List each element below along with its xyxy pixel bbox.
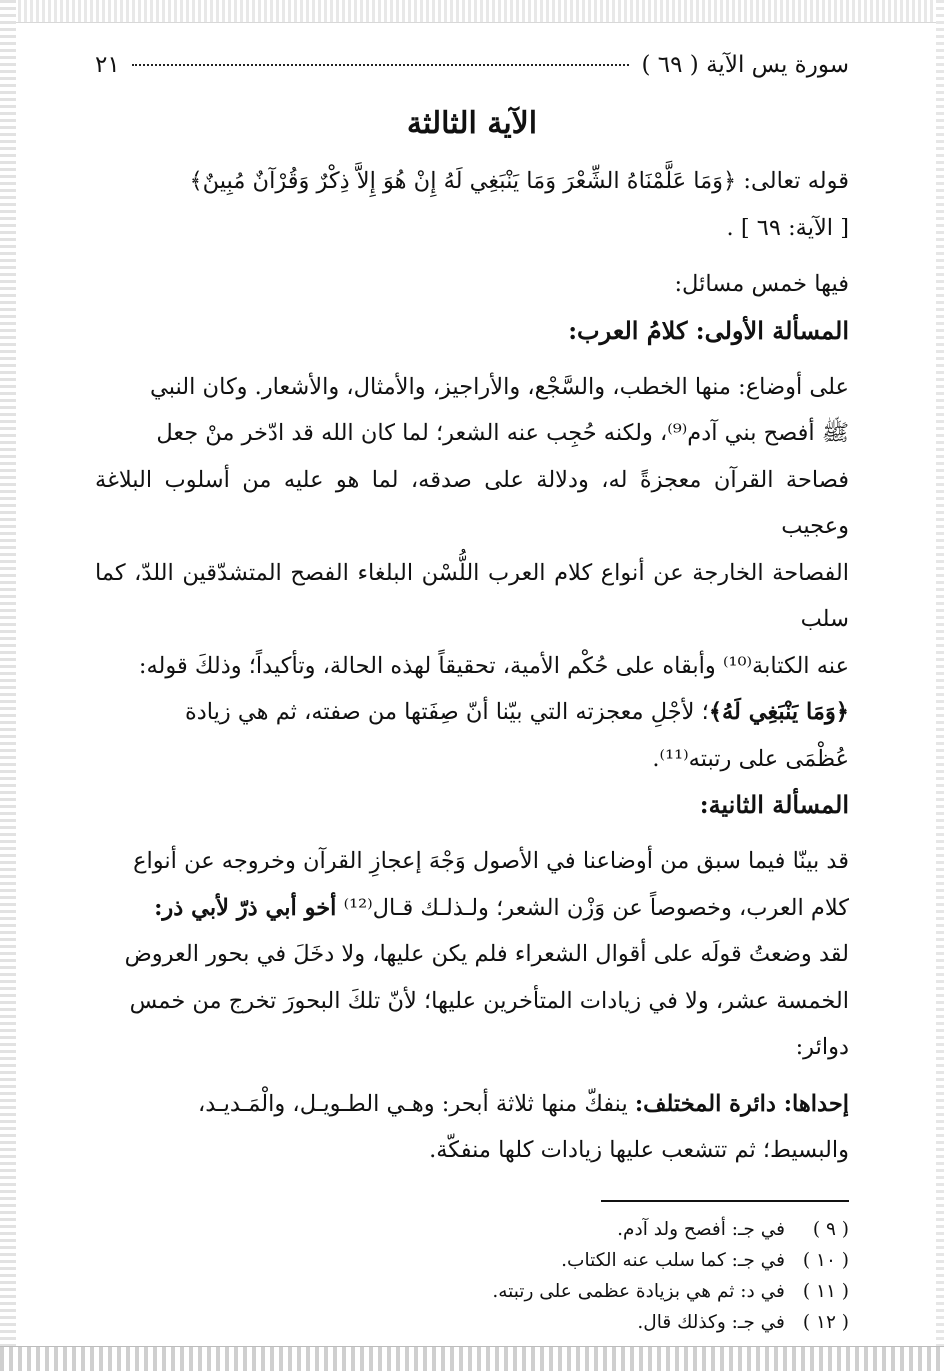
issue-count-line: فيها خمس مسائل:: [674, 271, 849, 297]
intro-block: [95, 158, 849, 308]
footnote-number: ( ١٠ ): [802, 1249, 849, 1271]
page-border-bottom: [0, 1346, 944, 1371]
text-line: قد بينّا فيما سبق من أوضاعنا في الأصول وَجْهَ إعجازِ القرآن وخروجه عن أنواع: [133, 848, 849, 874]
footnote-number: ( ١١ ): [802, 1280, 849, 1302]
footnote-text: في د: ثم هي بزيادة عظمى على رتبته.: [492, 1280, 785, 1302]
issue-1: [95, 308, 849, 783]
page-border-top: [0, 0, 944, 23]
footnote-text: في جـ: كما سلب عنه الكتاب.: [561, 1249, 785, 1271]
footnotes: [95, 1214, 849, 1338]
footnote-text: في جـ: وكذلك قال.: [637, 1311, 785, 1333]
page-border-right: [936, 0, 944, 1370]
text-line: عنه الكتابة⁽¹⁰⁾ وأبقاه على حُكْم الأمية، تحقيقاً لهذه الحالة، وتأكيداً؛ وذلكَ قوله:: [138, 652, 849, 679]
verse-line: قوله تعالى: ﴿وَمَا عَلَّمْنَاهُ الشِّعْرَ وَمَا يَنْبَغِي لَهُ إِنْ هُوَ إِلاَّ ذِكْرٌ وَقُرْآنٌ مُبِينٌ﴾: [189, 168, 849, 194]
text-run: ؛ لأجْلِ معجزته التي بيّنا أنّ صِفَتها من صفته، ثم هي زيادة: [184, 699, 709, 725]
running-header: [95, 52, 849, 98]
page-border-left: [0, 0, 16, 1370]
bold-run: أخو أبي ذرّ لأبي ذر:: [154, 894, 337, 921]
text-line: الفصاحة الخارجة عن أنواع كلام العرب اللُّسْن البلغاء الفصح المتشدّقين اللدّ، كما سلب: [95, 559, 849, 632]
circle-label: إحداها: دائرة المختلف:: [634, 1090, 849, 1117]
text-line: عُظْمَى على رتبته⁽¹¹⁾.: [652, 745, 849, 772]
text-line: [95, 885, 849, 932]
footnote-number: ( ١٢ ): [802, 1311, 849, 1333]
text-line: دوائر:: [795, 1034, 849, 1060]
page-number: ٢١: [95, 52, 120, 78]
text-line: [95, 1081, 849, 1128]
text-run: ينفكّ منها ثلاثة أبحر: وهـي الطـويـل، والْمَـديـد،: [197, 1090, 628, 1117]
text-run: كلام العرب، وخصوصاً عن وَزْن الشعر؛ ولـذلـك قـال⁽¹²⁾: [343, 894, 849, 921]
footnote: [95, 1307, 849, 1338]
text-line: [95, 689, 849, 736]
footnote-number: ( ٩ ): [812, 1218, 849, 1240]
quoted-verse: ﴿وَمَا يَنْبَغِي لَهُ﴾: [708, 699, 849, 725]
text-line: الخمسة عشر، ولا في زيادات المتأخرين عليها؛ لأنّ تلكَ البحورَ تخرج من خمس: [129, 987, 849, 1014]
text-line: على أوضاع: منها الخطب، والسَّجْع، والأراجيز، والأمثال، والأشعار. وكان النبي: [149, 373, 849, 400]
footnote: [95, 1276, 849, 1307]
footnote: [95, 1245, 849, 1276]
issue-1-heading: المسألة الأولى: كلامُ العرب:: [568, 315, 849, 345]
issue-2-heading: المسألة الثانية:: [699, 790, 849, 819]
footnote-text: في جـ: أفصح ولد آدم.: [617, 1218, 785, 1240]
text-line: فصاحة القرآن معجزةً له، ودلالة على صدقه، لما هو عليه من أسلوب البلاغة وعجيب: [95, 466, 849, 539]
text-line: ﷺ أفصح بني آدم⁽⁹⁾، ولكنه حُجِب عنه الشعر؛ لما كان الله قد ادّخر منْ جعل: [156, 420, 849, 446]
text-line: لقد وضعتُ قولَه على أقوال الشعراء فلم يكن عليها، ولا دخَلَ في بحور العروض: [124, 941, 849, 967]
verse-reference: [ الآية: ٦٩ ] .: [726, 214, 849, 241]
leader-dots: [132, 64, 630, 66]
running-header-title: سورة يس الآية ( ٦٩ ): [641, 52, 849, 78]
footnote: [95, 1214, 849, 1245]
issue-2: [95, 782, 849, 1174]
text-line: والبسيط؛ ثم تتشعب عليها زيادات كلها منفكّة.: [429, 1137, 849, 1163]
book-page: [95, 52, 849, 1338]
section-title: الآية الثالثة: [406, 106, 538, 141]
footnote-separator: [601, 1200, 849, 1202]
